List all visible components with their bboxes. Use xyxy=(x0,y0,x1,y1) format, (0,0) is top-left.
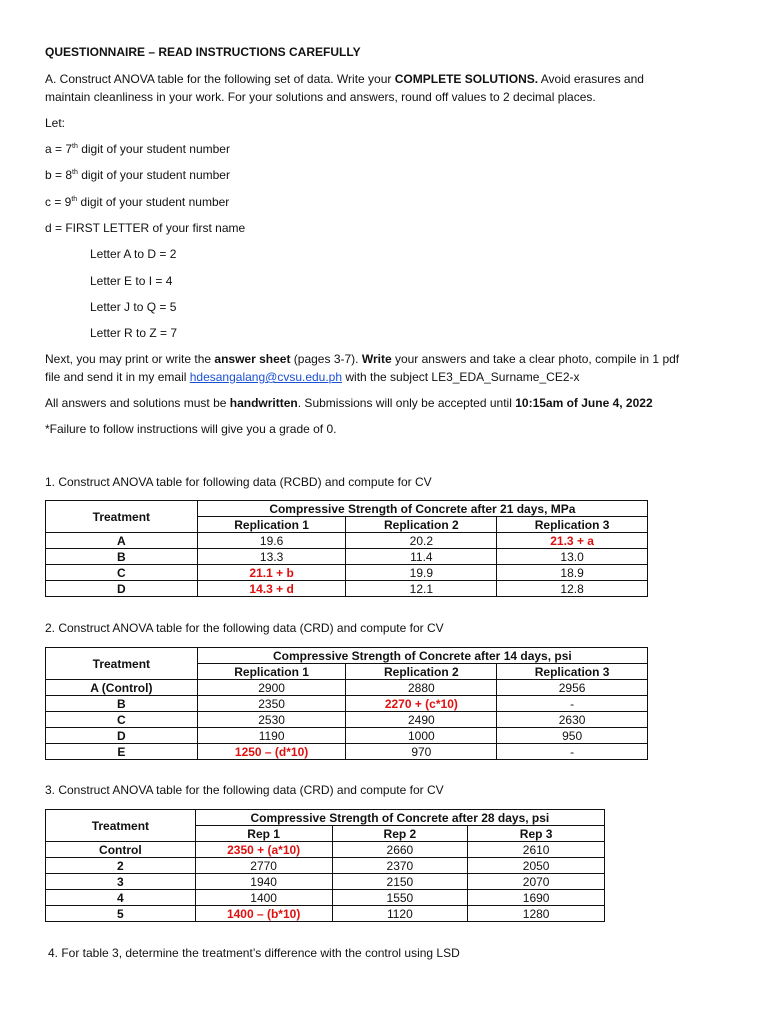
table-row xyxy=(46,728,648,744)
value-cell: 1120 xyxy=(332,906,468,922)
treatment-header: Treatment xyxy=(46,501,198,533)
table-14-days xyxy=(45,647,648,760)
instruction-text: A. Construct ANOVA table for the following set of data. Write your xyxy=(45,72,395,86)
table-row xyxy=(46,533,648,549)
column-header: Replication 3 xyxy=(497,664,648,680)
value-cell: 18.9 xyxy=(497,565,648,581)
treatment-cell: 5 xyxy=(46,906,196,922)
table-title: Compressive Strength of Concrete after 28 days, psi xyxy=(195,810,604,826)
value-cell: 2350 xyxy=(197,696,346,712)
value-cell: 2070 xyxy=(468,874,605,890)
value-cell: 12.1 xyxy=(346,581,497,597)
superscript: th xyxy=(72,169,78,176)
letter-rule-3: Letter J to Q = 5 xyxy=(90,300,177,314)
value-cell: 2370 xyxy=(332,858,468,874)
value-cell: 2880 xyxy=(346,680,497,696)
text: Next, you may print or write the xyxy=(45,352,215,366)
text: with the subject LE3_EDA_Surname_CE2-x xyxy=(342,370,580,384)
superscript: th xyxy=(71,196,78,203)
value-cell: 950 xyxy=(497,728,648,744)
column-header: Rep 1 xyxy=(195,826,332,842)
treatment-cell: E xyxy=(46,744,198,760)
answer-sheet-bold: answer sheet xyxy=(214,352,291,366)
column-header: Replication 3 xyxy=(497,517,648,533)
text: (pages 3-7). xyxy=(290,352,362,366)
table-row xyxy=(46,858,605,874)
value-cell: 12.8 xyxy=(497,581,648,597)
variable-value-cell: 2270 + (c*10) xyxy=(346,696,497,712)
treatment-header: Treatment xyxy=(46,648,198,680)
value-cell: 1690 xyxy=(468,890,605,906)
var-text: c = 9 xyxy=(45,195,72,209)
table-title: Compressive Strength of Concrete after 21 days, MPa xyxy=(197,501,647,517)
treatment-cell: 3 xyxy=(46,874,196,890)
variable-a-definition xyxy=(45,142,230,156)
text: your answers and take a clear photo, compile in 1 pdf xyxy=(391,352,680,366)
value-cell: 13.0 xyxy=(497,549,648,565)
question-4-prompt: 4. For table 3, determine the treatment’s difference with the control using LSD xyxy=(48,946,460,960)
instruction-text: Avoid erasures and xyxy=(538,72,644,86)
question-2-prompt: 2. Construct ANOVA table for the following data (CRD) and compute for CV xyxy=(45,621,444,635)
value-cell: - xyxy=(497,744,648,760)
table-row xyxy=(46,696,648,712)
text: All answers and solutions must be xyxy=(45,396,230,410)
value-cell: 2660 xyxy=(332,842,468,858)
treatment-cell: A (Control) xyxy=(46,680,198,696)
treatment-cell: D xyxy=(46,581,198,597)
letter-rule-2: Letter E to I = 4 xyxy=(90,274,173,288)
var-text: digit of your student number xyxy=(77,195,230,209)
handwritten-bold: handwritten xyxy=(229,396,298,410)
table-row xyxy=(46,549,648,565)
treatment-header: Treatment xyxy=(46,810,196,842)
table-row xyxy=(46,565,648,581)
table-row xyxy=(46,744,648,760)
value-cell: 1400 xyxy=(195,890,332,906)
value-cell: 19.6 xyxy=(197,533,346,549)
value-cell: 20.2 xyxy=(346,533,497,549)
value-cell: 1190 xyxy=(197,728,346,744)
value-cell: 2490 xyxy=(346,712,497,728)
var-text: b = 8 xyxy=(45,168,73,182)
treatment-cell: D xyxy=(46,728,198,744)
value-cell: 1280 xyxy=(468,906,605,922)
value-cell: 2610 xyxy=(468,842,605,858)
treatment-cell: 2 xyxy=(46,858,196,874)
value-cell: 1000 xyxy=(346,728,497,744)
text: . Submissions will only be accepted until xyxy=(297,396,516,410)
treatment-cell: B xyxy=(46,549,198,565)
value-cell: 1550 xyxy=(332,890,468,906)
var-text: digit of your student number xyxy=(77,142,230,156)
table-row xyxy=(46,581,648,597)
var-text: a = 7 xyxy=(45,142,73,156)
value-cell: 13.3 xyxy=(197,549,346,565)
column-header: Replication 2 xyxy=(346,517,497,533)
value-cell: 2630 xyxy=(497,712,648,728)
variable-value-cell: 14.3 + d xyxy=(197,581,346,597)
treatment-cell: A xyxy=(46,533,198,549)
superscript: th xyxy=(72,143,78,150)
table-row xyxy=(46,906,605,922)
value-cell: 2900 xyxy=(197,680,346,696)
variable-value-cell: 21.3 + a xyxy=(497,533,648,549)
column-header: Rep 2 xyxy=(332,826,468,842)
table-21-days xyxy=(45,500,648,597)
treatment-cell: B xyxy=(46,696,198,712)
treatment-cell: Control xyxy=(46,842,196,858)
deadline-bold: 10:15am of June 4, 2022 xyxy=(515,396,653,410)
value-cell: 2770 xyxy=(195,858,332,874)
value-cell: 19.9 xyxy=(346,565,497,581)
question-1-prompt: 1. Construct ANOVA table for following data (RCBD) and compute for CV xyxy=(45,475,432,489)
table-row xyxy=(46,842,605,858)
question-3-prompt: 3. Construct ANOVA table for the following data (CRD) and compute for CV xyxy=(45,783,444,797)
treatment-cell: C xyxy=(46,565,198,581)
letter-rule-4: Letter R to Z = 7 xyxy=(90,326,178,340)
letter-rule-1: Letter A to D = 2 xyxy=(90,247,177,261)
variable-value-cell: 1400 – (b*10) xyxy=(195,906,332,922)
instruction-paragraph xyxy=(45,72,644,86)
variable-c-definition xyxy=(45,195,229,209)
instruction-line-2: maintain cleanliness in your work. For your solutions and answers, round off values to 2 decimal places. xyxy=(45,90,596,104)
write-bold: Write xyxy=(361,352,392,366)
value-cell: 11.4 xyxy=(346,549,497,565)
deadline-notice xyxy=(45,396,653,410)
email-link[interactable]: hdesangalang@cvsu.edu.ph xyxy=(189,370,343,384)
column-header: Rep 3 xyxy=(468,826,605,842)
value-cell: 970 xyxy=(346,744,497,760)
variable-b-definition xyxy=(45,168,230,182)
value-cell: 1940 xyxy=(195,874,332,890)
value-cell: - xyxy=(497,696,648,712)
submission-instructions xyxy=(45,352,679,366)
variable-value-cell: 21.1 + b xyxy=(197,565,346,581)
value-cell: 2150 xyxy=(332,874,468,890)
table-28-days xyxy=(45,809,605,922)
column-header: Replication 1 xyxy=(197,517,346,533)
variable-value-cell: 2350 + (a*10) xyxy=(195,842,332,858)
submission-instructions-line-2 xyxy=(45,370,580,384)
page-title: QUESTIONNAIRE – READ INSTRUCTIONS CAREFULLY xyxy=(45,45,361,59)
treatment-cell: C xyxy=(46,712,198,728)
table-title: Compressive Strength of Concrete after 14 days, psi xyxy=(197,648,647,664)
variable-value-cell: 1250 – (d*10) xyxy=(197,744,346,760)
table-row xyxy=(46,680,648,696)
value-cell: 2956 xyxy=(497,680,648,696)
variable-d-definition: d = FIRST LETTER of your first name xyxy=(45,221,246,235)
treatment-cell: 4 xyxy=(46,890,196,906)
table-row xyxy=(46,890,605,906)
value-cell: 2050 xyxy=(468,858,605,874)
instruction-bold-text: COMPLETE SOLUTIONS. xyxy=(394,72,539,86)
column-header: Replication 1 xyxy=(197,664,346,680)
table-row xyxy=(46,874,605,890)
var-text: digit of your student number xyxy=(77,168,230,182)
let-label: Let: xyxy=(45,116,66,130)
table-row xyxy=(46,712,648,728)
column-header: Replication 2 xyxy=(346,664,497,680)
failure-warning: *Failure to follow instructions will give you a grade of 0. xyxy=(45,422,337,436)
text: file and send it in my email xyxy=(45,370,190,384)
value-cell: 2530 xyxy=(197,712,346,728)
